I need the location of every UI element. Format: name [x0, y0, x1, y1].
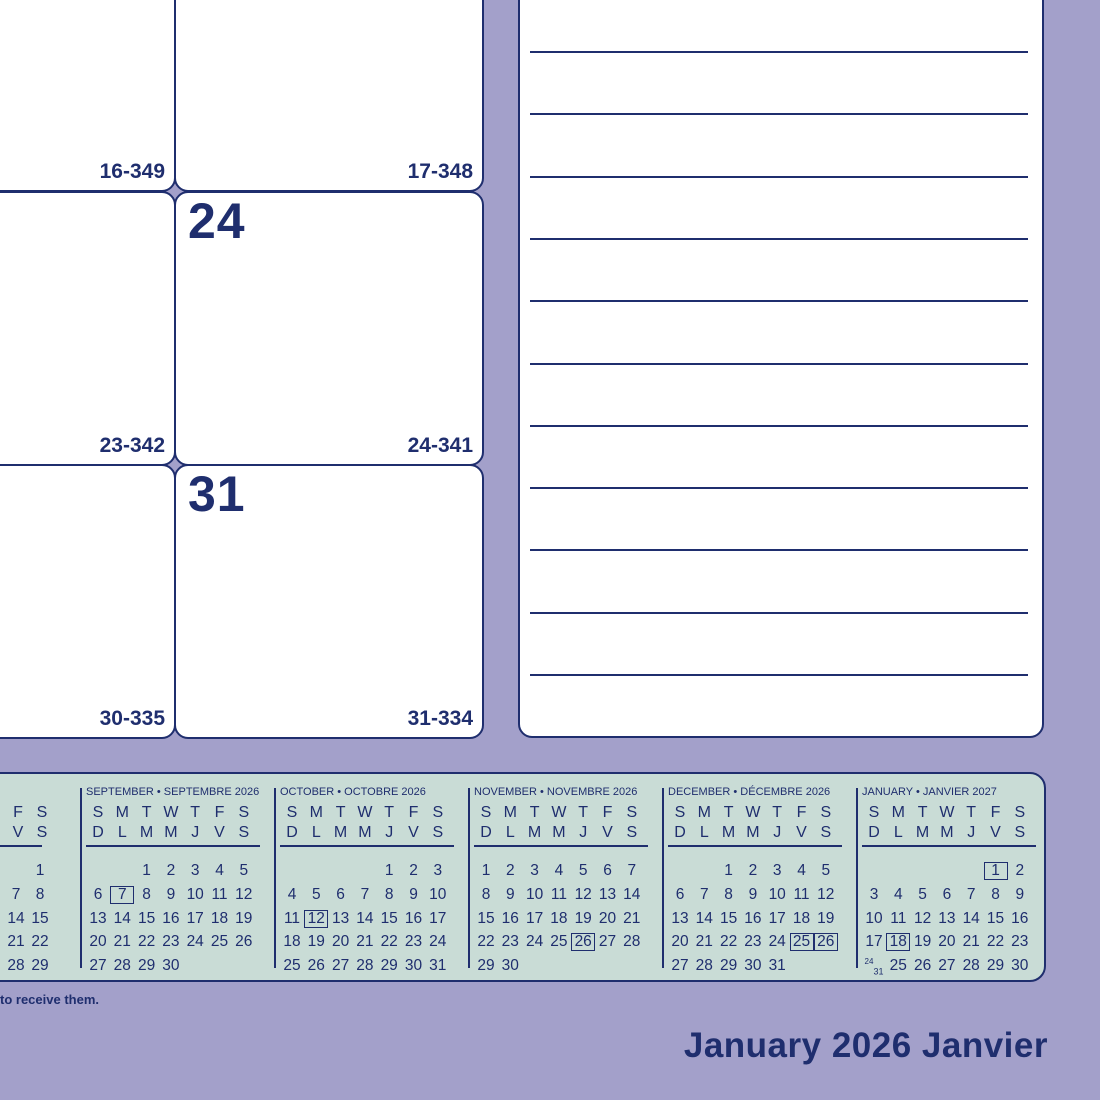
note-line	[530, 238, 1028, 240]
mini-date: 7	[11, 886, 21, 903]
mini-date: 26	[913, 957, 932, 974]
note-line	[530, 51, 1028, 53]
mini-date: 4	[797, 862, 806, 879]
weekday-label: W	[745, 804, 761, 821]
mini-date: 28	[7, 957, 25, 974]
mini-date: 8	[35, 886, 45, 903]
mini-date: 22	[137, 933, 156, 950]
weekday-label: S	[820, 824, 832, 841]
mini-date: 9	[409, 886, 418, 903]
mini-date: 31	[429, 957, 447, 974]
mini-date: 26	[235, 933, 253, 950]
mini-date: 6	[336, 886, 345, 903]
weekday-label: T	[529, 804, 540, 821]
mini-date: 5	[311, 886, 321, 903]
weekday-label: F	[602, 804, 613, 821]
mini-date: 30	[501, 957, 519, 974]
weekday-label: W	[939, 804, 955, 821]
weekday-label: T	[966, 804, 977, 821]
mini-date: 2	[505, 862, 515, 879]
mini-month-title: OCTOBER • OCTOBRE 2026	[280, 786, 426, 798]
mini-date: 17	[865, 933, 883, 950]
mini-date: 11	[283, 910, 301, 927]
mini-date: 14	[695, 910, 713, 927]
day-number: 24	[188, 193, 246, 249]
mini-date: 28	[356, 957, 374, 974]
mini-date: 22	[719, 933, 738, 950]
mini-date: 20	[598, 910, 617, 927]
mini-month-title: SEPTEMBER • SEPTEMBRE 2026	[86, 786, 260, 798]
weekday-label: T	[578, 804, 589, 821]
weekday-label: T	[772, 804, 783, 821]
mini-date: 5	[239, 862, 249, 879]
mini-month-divider	[468, 788, 470, 968]
mini-month-title: DECEMBER • DÉCEMBRE 2026	[668, 786, 831, 798]
mini-date: 23	[162, 933, 180, 950]
mini-date: 29	[31, 957, 49, 974]
weekday-label: S	[1014, 824, 1026, 841]
mini-date: 4	[893, 886, 903, 903]
mini-date: 21	[356, 933, 374, 950]
day-code: 17-348	[407, 160, 473, 183]
weekday-label: S	[674, 804, 686, 821]
footnote: to receive them.	[0, 992, 99, 1007]
weekday-label: D	[92, 824, 104, 841]
mini-date: 22	[986, 933, 1005, 950]
mini-date: 8	[481, 886, 491, 903]
day-code: 30-335	[99, 707, 165, 730]
weekday-label: S	[286, 804, 298, 821]
day-number: 31	[188, 466, 246, 522]
mini-date: 29	[719, 957, 738, 974]
mini-date: 19	[307, 933, 325, 950]
mini-date: 18	[792, 910, 811, 927]
mini-date: 20	[671, 933, 689, 950]
mini-date: 20	[938, 933, 956, 950]
weekday-label: F	[990, 804, 1001, 821]
mini-date: 16	[1011, 910, 1029, 927]
mini-date: 2	[748, 862, 758, 879]
mini-date: 29	[137, 957, 156, 974]
mini-date: 3	[433, 862, 443, 879]
mini-date: 26	[307, 957, 325, 974]
mini-date: 22	[477, 933, 495, 950]
mini-date: 25	[210, 933, 229, 950]
weekday-label: S	[36, 824, 48, 841]
mini-date: 28	[695, 957, 713, 974]
mini-date: 23	[501, 933, 519, 950]
weekday-label: M	[940, 824, 954, 841]
mini-date: 7	[627, 862, 637, 879]
mini-date: 18	[550, 910, 568, 927]
mini-date: 6	[942, 886, 952, 903]
mini-date: 7	[110, 886, 134, 904]
mini-month-divider	[662, 788, 664, 968]
mini-date: 15	[380, 910, 398, 927]
mini-date: 3	[869, 886, 879, 903]
mini-date: 16	[162, 910, 180, 927]
mini-date: 1	[142, 862, 151, 879]
mini-date: 13	[598, 886, 617, 903]
weekday-label: S	[432, 824, 444, 841]
mini-date: 5	[918, 886, 927, 903]
weekday-label: L	[893, 824, 903, 841]
mini-date: 13	[331, 910, 350, 927]
mini-date: 10	[186, 886, 204, 903]
mini-date: 29	[986, 957, 1005, 974]
note-line	[530, 363, 1028, 365]
mini-date: 14	[356, 910, 374, 927]
mini-date: 23	[744, 933, 762, 950]
mini-date: 15	[986, 910, 1005, 927]
weekday-label: V	[408, 824, 419, 841]
weekday-label: D	[674, 824, 686, 841]
mini-date: 25	[550, 933, 568, 950]
mini-date: 10	[865, 910, 883, 927]
mini-date: 24	[525, 933, 544, 950]
mini-date: 15	[719, 910, 738, 927]
mini-date: 26	[814, 933, 838, 951]
mini-date: 31	[768, 957, 786, 974]
mini-date: 19	[913, 933, 932, 950]
weekday-label: S	[820, 804, 832, 821]
mini-date: 12	[817, 886, 835, 903]
note-line	[530, 549, 1028, 551]
weekday-label: V	[796, 824, 807, 841]
weekday-label: M	[915, 824, 930, 841]
mini-date: 28	[113, 957, 131, 974]
weekday-label: S	[92, 804, 104, 821]
mini-date: 22	[31, 933, 49, 950]
mini-date: 16	[501, 910, 519, 927]
weekday-label: L	[311, 824, 321, 841]
mini-date: 26	[571, 933, 595, 951]
weekday-label: V	[990, 824, 1001, 841]
weekday-label: S	[868, 804, 880, 821]
weekday-label: S	[626, 824, 638, 841]
mini-date: 10	[429, 886, 447, 903]
weekday-label: S	[480, 804, 492, 821]
mini-date: 24	[429, 933, 447, 950]
mini-date: 23	[404, 933, 423, 950]
weekday-label: L	[117, 824, 127, 841]
weekday-label: J	[191, 824, 200, 841]
mini-date: 9	[1015, 886, 1025, 903]
mini-date: 5	[821, 862, 831, 879]
day-cell-16[interactable]	[0, 0, 176, 192]
weekday-label: F	[796, 804, 807, 821]
weekday-label: T	[384, 804, 395, 821]
mini-date: 5	[578, 862, 588, 879]
mini-date: 6	[93, 886, 103, 903]
day-cell-24[interactable]	[174, 191, 484, 466]
mini-date: 1	[984, 862, 1008, 880]
mini-date: 20	[331, 933, 350, 950]
mini-month-divider	[856, 788, 858, 968]
mini-date: 21	[7, 933, 25, 950]
weekday-label: M	[503, 804, 517, 821]
mini-month-rule	[0, 845, 42, 847]
weekday-label: M	[891, 804, 905, 821]
mini-date: 4	[287, 886, 297, 903]
mini-date: 9	[748, 886, 758, 903]
weekday-label: M	[164, 824, 178, 841]
weekday-label: M	[115, 804, 129, 821]
mini-date: 28	[623, 933, 641, 950]
weekday-label: D	[286, 824, 298, 841]
weekday-label: M	[721, 824, 736, 841]
weekday-label: V	[214, 824, 225, 841]
weekday-label: M	[746, 824, 760, 841]
mini-date: 12	[304, 910, 328, 928]
mini-month-title: JANUARY • JANVIER 2027	[862, 786, 997, 798]
weekday-label: L	[699, 824, 709, 841]
mini-date: 27	[598, 933, 617, 950]
weekday-label: T	[723, 804, 734, 821]
mini-date: 2	[409, 862, 418, 879]
notes-panel[interactable]	[518, 0, 1044, 738]
mini-date: 23	[1011, 933, 1029, 950]
mini-date: 11	[211, 886, 228, 903]
mini-date: 15	[477, 910, 495, 927]
weekday-label: M	[333, 824, 348, 841]
mini-date: 25	[283, 957, 301, 974]
mini-calendar-strip	[0, 772, 1046, 982]
mini-date: 27	[938, 957, 956, 974]
mini-date: 13	[89, 910, 107, 927]
day-cell-30[interactable]	[0, 464, 176, 739]
mini-date: 16	[404, 910, 423, 927]
weekday-label: J	[579, 824, 588, 841]
weekday-label: M	[358, 824, 372, 841]
mini-date: 3	[190, 862, 200, 879]
weekday-label: J	[773, 824, 782, 841]
mini-date: 19	[817, 910, 835, 927]
weekday-label: S	[626, 804, 638, 821]
mini-date: 6	[603, 862, 612, 879]
mini-date: 7	[699, 886, 709, 903]
mini-date: 29	[477, 957, 495, 974]
mini-month-rule	[86, 845, 260, 847]
weekday-label: T	[917, 804, 928, 821]
mini-date: 18	[210, 910, 229, 927]
mini-date: 17	[186, 910, 204, 927]
weekday-label: T	[190, 804, 201, 821]
note-line	[530, 113, 1028, 115]
weekday-label: M	[139, 824, 154, 841]
day-cell-17[interactable]	[174, 0, 484, 192]
weekday-label: S	[432, 804, 444, 821]
weekday-label: T	[335, 804, 346, 821]
mini-date: 8	[142, 886, 151, 903]
weekday-label: F	[408, 804, 419, 821]
mini-date: 13	[938, 910, 956, 927]
mini-date: 16	[744, 910, 762, 927]
mini-date: 14	[7, 910, 25, 927]
mini-date: 6	[675, 886, 685, 903]
note-line	[530, 612, 1028, 614]
mini-date: 30	[404, 957, 423, 974]
mini-month-title: NOVEMBER • NOVEMBRE 2026	[474, 786, 638, 798]
weekday-label: V	[12, 824, 24, 841]
mini-date: 1	[35, 862, 45, 879]
weekday-label: W	[551, 804, 567, 821]
mini-date: 25	[790, 933, 814, 951]
day-code: 16-349	[99, 160, 165, 183]
mini-date: 27	[671, 957, 689, 974]
day-code: 23-342	[99, 434, 165, 457]
note-line	[530, 674, 1028, 676]
weekday-label: T	[141, 804, 152, 821]
mini-date: 9	[505, 886, 515, 903]
mini-month-rule	[474, 845, 648, 847]
mini-date: 2	[166, 862, 176, 879]
mini-date: 18	[886, 933, 910, 951]
mini-date: 3	[772, 862, 782, 879]
weekday-label: M	[552, 824, 566, 841]
note-line	[530, 176, 1028, 178]
mini-date: 3	[530, 862, 539, 879]
mini-date: 17	[525, 910, 544, 927]
mini-date: 9	[166, 886, 176, 903]
weekday-label: W	[357, 804, 373, 821]
mini-date: 11	[550, 886, 567, 903]
note-line	[530, 487, 1028, 489]
mini-date: 15	[31, 910, 49, 927]
mini-date: 21	[113, 933, 131, 950]
day-cell-23[interactable]	[0, 191, 176, 466]
mini-date: 19	[574, 910, 592, 927]
mini-date: 21	[962, 933, 980, 950]
mini-date: 14	[962, 910, 980, 927]
page-title: January 2026 Janvier	[683, 1026, 1048, 1065]
note-line	[530, 300, 1028, 302]
mini-date: 4	[215, 862, 224, 879]
mini-date: 12	[235, 886, 253, 903]
mini-date: 11	[793, 886, 810, 903]
mini-date: 13	[671, 910, 689, 927]
mini-date: 30	[162, 957, 180, 974]
mini-date: 29	[380, 957, 398, 974]
weekday-label: D	[480, 824, 492, 841]
weekday-label: M	[697, 804, 711, 821]
mini-month-rule	[280, 845, 454, 847]
weekday-label: W	[163, 804, 179, 821]
day-code: 24-341	[407, 434, 473, 457]
weekday-label: M	[527, 824, 542, 841]
mini-date: 21	[695, 933, 713, 950]
day-cell-31[interactable]	[174, 464, 484, 739]
weekday-label: V	[602, 824, 613, 841]
mini-date: 22	[380, 933, 398, 950]
mini-date: 15	[137, 910, 156, 927]
mini-month-divider	[274, 788, 276, 968]
weekday-label: S	[1014, 804, 1026, 821]
mini-date: 12	[913, 910, 932, 927]
mini-date: 28	[962, 957, 980, 974]
mini-date: 24	[768, 933, 786, 950]
mini-date: 25	[889, 957, 907, 974]
day-code: 31-334	[407, 707, 473, 730]
mini-date: 14	[113, 910, 131, 927]
mini-date: 1	[481, 862, 491, 879]
mini-date: 2	[1015, 862, 1025, 879]
mini-month-divider	[80, 788, 82, 968]
mini-date: 19	[235, 910, 253, 927]
mini-date: 27	[331, 957, 350, 974]
weekday-label: F	[13, 804, 23, 821]
mini-date: $^{24}_{31}$	[864, 957, 884, 977]
mini-date: 8	[991, 886, 1000, 903]
mini-date: 12	[574, 886, 592, 903]
mini-date: 20	[89, 933, 107, 950]
mini-date: 7	[360, 886, 370, 903]
mini-date: 8	[724, 886, 733, 903]
note-line	[530, 425, 1028, 427]
weekday-label: M	[309, 804, 323, 821]
weekday-label: L	[505, 824, 515, 841]
mini-date: 17	[768, 910, 786, 927]
mini-date: 7	[966, 886, 976, 903]
weekday-label: F	[214, 804, 225, 821]
mini-date: 11	[890, 910, 907, 927]
weekday-label: J	[385, 824, 394, 841]
mini-date: 1	[384, 862, 394, 879]
mini-month-rule	[668, 845, 842, 847]
mini-date: 14	[623, 886, 641, 903]
mini-date: 10	[768, 886, 786, 903]
mini-date: 18	[283, 933, 301, 950]
mini-date: 30	[744, 957, 762, 974]
weekday-label: D	[868, 824, 880, 841]
mini-date: 30	[1011, 957, 1029, 974]
weekday-label: S	[36, 804, 48, 821]
weekday-label: S	[238, 824, 250, 841]
mini-date: 8	[384, 886, 394, 903]
mini-date: 21	[623, 910, 641, 927]
mini-date: 10	[525, 886, 544, 903]
mini-date: 1	[724, 862, 733, 879]
weekday-label: S	[238, 804, 250, 821]
mini-month-rule	[862, 845, 1036, 847]
weekday-label: J	[967, 824, 976, 841]
mini-date: 4	[554, 862, 564, 879]
mini-date: 17	[429, 910, 447, 927]
mini-date: 27	[89, 957, 107, 974]
mini-date: 24	[186, 933, 204, 950]
